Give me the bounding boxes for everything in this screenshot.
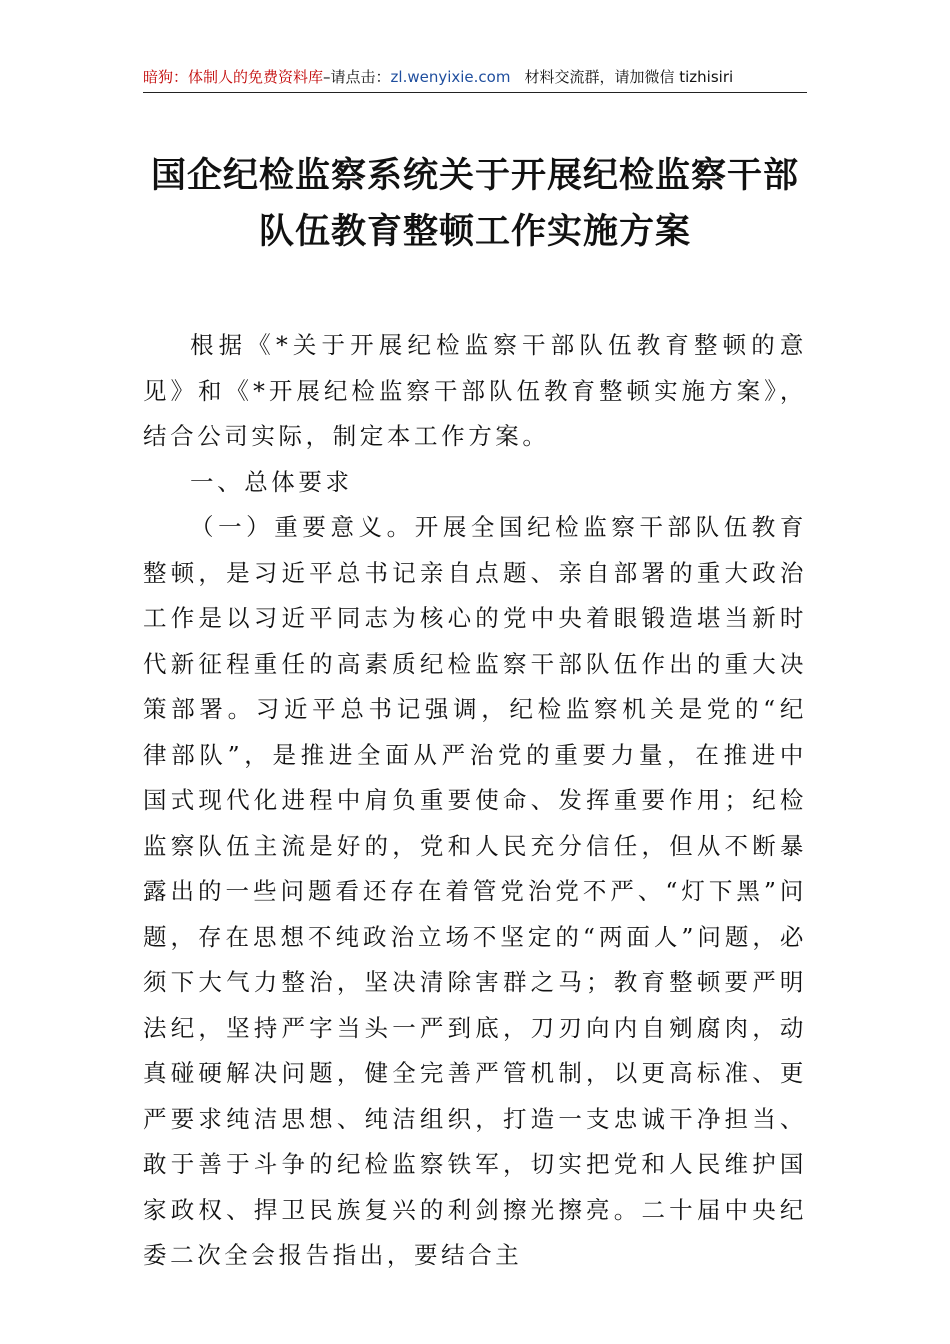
section-heading: 一、总体要求 bbox=[190, 467, 353, 496]
document-title bbox=[0, 148, 950, 260]
header-wechat-note: 材料交流群，请加微信 tizhisiri bbox=[524, 68, 734, 86]
document-body bbox=[143, 323, 807, 1279]
header-link-prefix: –请点击： bbox=[323, 68, 391, 86]
header-link[interactable]: zl.wenyixie.com bbox=[390, 68, 511, 86]
body-paragraph: （一）重要意义。开展全国纪检监察干部队伍教育整顿，是习近平总书记亲自点题、亲自部署的重大政治工作是以习近平同志为核心的党中央着眼锻造堪当新时代新征程重任的高素质纪检监察干部队伍作出的重大决策部署。习近平总书记强调，纪检监察机关是党的“纪律部队”，是推进全面从严治党的重要力量，在推进中国式现代化进程中肩负重要使命、发挥重要作用；纪检监察队伍主流是好的，党和人民充分信任，但从不断暴露出的一些问题看还存在着管党治党不严、“灯下黑”问题，存在思想不纯政治立场不坚定的“两面人”问题，必须下大气力整治，坚决清除害群之马；教育整顿要严明法纪，坚持严字当头一严到底，刀刃向内自剜腐肉，动真碰硬解决问题，健全完善严管机制，以更高标准、更严要求纯洁思想、纯洁组织，打造一支忠诚干净担当、敢于善于斗争的纪检监察铁军，切实把党和人民维护国家政权、捍卫民族复兴的利剑擦光擦亮。二十届中央纪委二次全会报告指出，要结合主 bbox=[143, 513, 807, 1269]
page-header bbox=[143, 66, 807, 93]
title-line-1: 国企纪检监察系统关于开展纪检监察干部 bbox=[150, 155, 799, 196]
title-line-2: 队伍教育整顿工作实施方案 bbox=[258, 211, 691, 252]
header-site-name: 暗狗：体制人的免费资料库 bbox=[143, 68, 324, 86]
intro-paragraph: 根据《*关于开展纪检监察干部队伍教育整顿的意见》和《*开展纪检监察干部队伍教育整顿实施方案》，结合公司实际，制定本工作方案。 bbox=[143, 331, 807, 450]
